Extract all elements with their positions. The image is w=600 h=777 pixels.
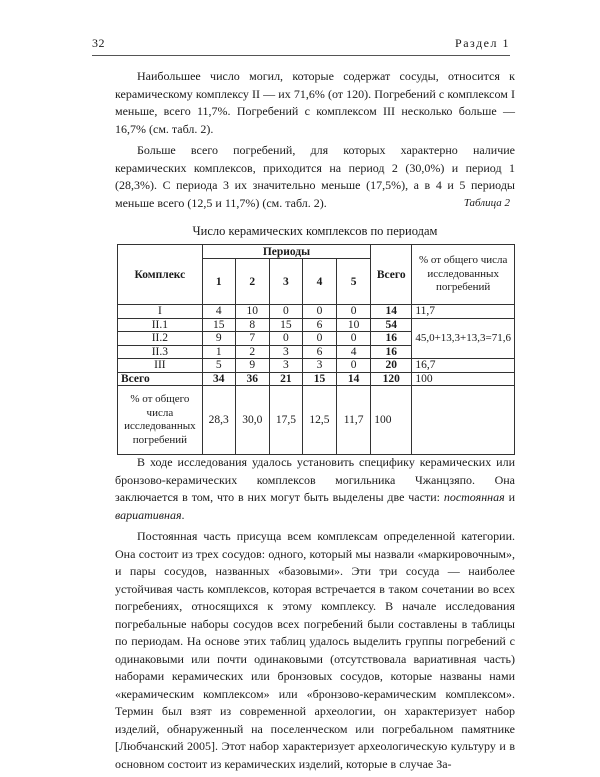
cell: 30,0	[235, 386, 269, 455]
row-label: II.2	[118, 332, 203, 346]
row-label: % от общего числа исследованных погребений	[118, 386, 203, 455]
term-constant: постоянная	[443, 490, 505, 504]
pct-cell-empty	[412, 386, 515, 455]
cell: 3	[269, 359, 302, 373]
row-total: 14	[371, 305, 412, 319]
cell: 15	[302, 372, 336, 386]
cell: 10	[235, 305, 269, 319]
cell: 0	[302, 332, 336, 346]
cell: 0	[302, 305, 336, 319]
text-block-bottom	[115, 454, 515, 777]
cell: 28,3	[202, 386, 235, 455]
header-percent: % от общего числа исследованных погребений	[412, 245, 515, 305]
cell: 0	[337, 359, 371, 373]
row-label: I	[118, 305, 203, 319]
data-table	[117, 244, 515, 455]
cell: 7	[235, 332, 269, 346]
row-label: II.1	[118, 318, 203, 332]
cell: 1	[202, 345, 235, 359]
cell: 0	[337, 305, 371, 319]
header-complex: Комплекс	[118, 245, 203, 305]
header-total: Всего	[371, 245, 412, 305]
cell: 8	[235, 318, 269, 332]
period-header: 1	[202, 259, 235, 305]
header-rule	[92, 55, 510, 56]
paragraph: Постоянная часть присуща всем комплексам определенной категории. Она состоит из трех сосудов: одного, который мы назвали «маркировочным», и пары сосудов, названных «базовыми». Эти три сосуда — наиболее устойчивая часть комплексов, которая встречается в таком сочетании во всех погребениях, относящихся к этому комплексу. В начале исследования погребальные наборы сосудов всех погребений были составлены в таблицы по периодам. На основе этих таблиц удалось выделить группы погребений с одинаковыми или почти одинаковыми (отсутствовала вариативная часть) наборами керамических или бронзовых сосудов, которые названы нами «керамическим комплексом» или «бронзово-керамическим комплексом». Термин был взят из современной археологии, он характеризует набор изделий, обнаруженный на поселенческом или погребальном памятнике [Любчанский 2005]. Этот набор характеризует археологическую культуру и в основном состоит из керамических изделий, которые в случае За-	[115, 529, 515, 771]
paragraph: Больше всего погребений, для которых характерно наличие керамических комплексов, приходится на период 2 (30,0%) и период 1 (28,3%). С периода 3 их значительно меньше (17,5%), а в 4 и 5 периоды меньше всего (12,5 и 11,7%) (см. табл. 2).	[115, 143, 515, 210]
paragraph-text: .	[181, 507, 185, 522]
cell: 0	[337, 332, 371, 346]
cell: 5	[202, 359, 235, 373]
cell: 17,5	[269, 386, 302, 455]
paragraph: Наибольшее число могил, которые содержат сосуды, относится к керамическому комплексу II — их 71,6% (от 120). Погребений с комплексом I меньше, всего 11,7%. Погребений с комплексом III несколько больше — 16,7% (см. табл. 2).	[115, 69, 515, 136]
row-total: 16	[371, 345, 412, 359]
table-title: Число керамических комплексов по периодам	[192, 224, 438, 238]
table-row	[118, 318, 515, 332]
paragraph-text: и	[504, 490, 515, 504]
cell: 2	[235, 345, 269, 359]
pct-cell: 16,7	[412, 359, 515, 373]
cell: 9	[202, 332, 235, 346]
cell: 9	[235, 359, 269, 373]
cell: 11,7	[337, 386, 371, 455]
cell: 4	[202, 305, 235, 319]
period-header: 2	[235, 259, 269, 305]
cell: 0	[269, 305, 302, 319]
row-total: 20	[371, 359, 412, 373]
cell: 4	[337, 345, 371, 359]
cell: 21	[269, 372, 302, 386]
pct-cell: 45,0+13,3+13,3=71,6	[412, 318, 515, 359]
row-total: 54	[371, 318, 412, 332]
period-header: 3	[269, 259, 302, 305]
cell: 34	[202, 372, 235, 386]
term-variable: вариативная	[115, 507, 182, 522]
cell: 3	[269, 345, 302, 359]
row-total: 16	[371, 332, 412, 346]
row-label: Всего	[118, 372, 203, 386]
header-periods: Периоды	[202, 245, 370, 259]
cell: 3	[302, 359, 336, 373]
cell: 15	[202, 318, 235, 332]
page-number: 32	[92, 36, 105, 50]
section-title: Раздел 1	[455, 36, 510, 50]
period-header: 4	[302, 259, 336, 305]
cell: 0	[269, 332, 302, 346]
row-total: 120	[371, 372, 412, 386]
table-row	[118, 305, 515, 319]
table-row-percent	[118, 386, 515, 455]
table-row-total	[118, 372, 515, 386]
row-label: III	[118, 359, 203, 373]
paragraph	[115, 454, 515, 524]
cell: 6	[302, 318, 336, 332]
table-row	[118, 359, 515, 373]
cell: 6	[302, 345, 336, 359]
pct-cell: 11,7	[412, 305, 515, 319]
cell: 36	[235, 372, 269, 386]
paragraph-text: В ходе исследования удалось установить специфику керамических или бронзово-керамических комплексов могильника Чжанцзяпо. Она заключается в том, что в них могут быть выделены две части:	[115, 455, 515, 504]
row-label: II.3	[118, 345, 203, 359]
cell: 12,5	[302, 386, 336, 455]
cell: 14	[337, 372, 371, 386]
text-block-top	[115, 68, 515, 216]
pct-cell: 100	[412, 372, 515, 386]
row-total: 100	[371, 386, 412, 455]
cell: 10	[337, 318, 371, 332]
period-header: 5	[337, 259, 371, 305]
running-head	[92, 36, 510, 54]
table-label: Таблица 2	[463, 197, 510, 209]
cell: 15	[269, 318, 302, 332]
